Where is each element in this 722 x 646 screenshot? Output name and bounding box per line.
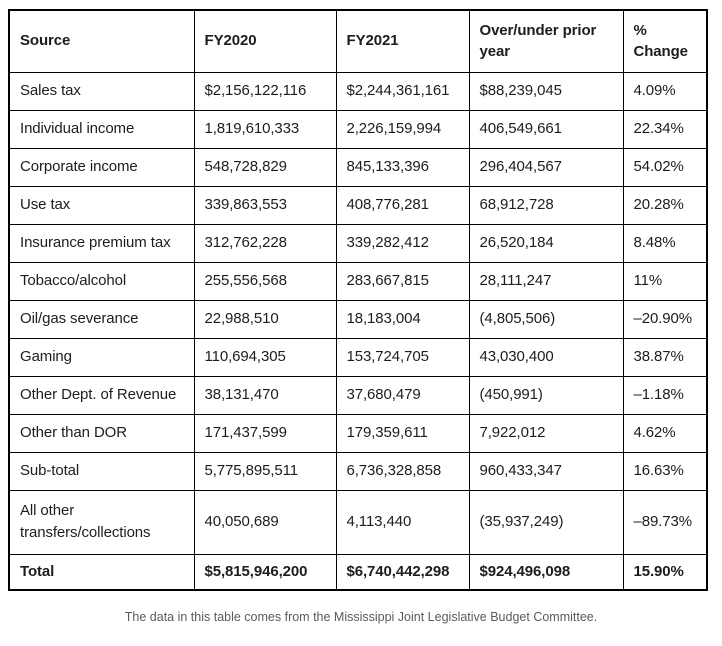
fy2020-cell: 255,556,568 (194, 262, 336, 300)
over-under-cell: 26,520,184 (469, 224, 623, 262)
fy2021-cell: 283,667,815 (336, 262, 469, 300)
fy2021-cell: 339,282,412 (336, 224, 469, 262)
table-row (9, 490, 707, 554)
source-cell: Corporate income (9, 148, 194, 186)
over-under-cell: 68,912,728 (469, 186, 623, 224)
pct-change-cell: 16.63% (623, 452, 707, 490)
over-under-cell: (4,805,506) (469, 300, 623, 338)
fy2020-cell: 22,988,510 (194, 300, 336, 338)
source-cell: Sales tax (9, 72, 194, 110)
over-under-cell: 43,030,400 (469, 338, 623, 376)
source-cell: Other than DOR (9, 414, 194, 452)
pct-change-cell: –20.90% (623, 300, 707, 338)
over-under-cell: 406,549,661 (469, 110, 623, 148)
table-row (9, 338, 707, 376)
fy2021-cell: 4,113,440 (336, 490, 469, 554)
pct-change-cell: 54.02% (623, 148, 707, 186)
header-fy2020: FY2020 (194, 10, 336, 72)
pct-change-cell: –1.18% (623, 376, 707, 414)
fy2020-cell: $2,156,122,116 (194, 72, 336, 110)
fy2020-cell: 339,863,553 (194, 186, 336, 224)
table-row (9, 148, 707, 186)
fy2020-cell: 548,728,829 (194, 148, 336, 186)
source-cell: Insurance premium tax (9, 224, 194, 262)
table-row (9, 414, 707, 452)
source-cell: Gaming (9, 338, 194, 376)
header-pct-change: % Change (623, 10, 707, 72)
fy2020-cell: 110,694,305 (194, 338, 336, 376)
fy2020-cell: $5,815,946,200 (194, 554, 336, 590)
table-row (9, 110, 707, 148)
source-cell: Tobacco/alcohol (9, 262, 194, 300)
table-source-caption: The data in this table comes from the Mississippi Joint Legislative Budget Committee. (124, 610, 598, 624)
source-cell: Individual income (9, 110, 194, 148)
over-under-cell: 7,922,012 (469, 414, 623, 452)
table-row-subtotal (9, 452, 707, 490)
fy2021-cell: 153,724,705 (336, 338, 469, 376)
pct-change-cell: 20.28% (623, 186, 707, 224)
source-cell: Oil/gas severance (9, 300, 194, 338)
over-under-cell: $924,496,098 (469, 554, 623, 590)
source-cell: Total (9, 554, 194, 590)
pct-change-cell: 4.62% (623, 414, 707, 452)
fy2020-cell: 312,762,228 (194, 224, 336, 262)
header-source: Source (9, 10, 194, 72)
fy2021-cell: $6,740,442,298 (336, 554, 469, 590)
header-fy2021: FY2021 (336, 10, 469, 72)
fy2021-cell: $2,244,361,161 (336, 72, 469, 110)
over-under-cell: (450,991) (469, 376, 623, 414)
fy2021-cell: 37,680,479 (336, 376, 469, 414)
table-row (9, 300, 707, 338)
fy2021-cell: 408,776,281 (336, 186, 469, 224)
pct-change-cell: 38.87% (623, 338, 707, 376)
table-row (9, 376, 707, 414)
over-under-cell: (35,937,249) (469, 490, 623, 554)
pct-change-cell: 4.09% (623, 72, 707, 110)
fy2020-cell: 1,819,610,333 (194, 110, 336, 148)
fy2021-cell: 845,133,396 (336, 148, 469, 186)
fy2020-cell: 38,131,470 (194, 376, 336, 414)
pct-change-cell: 15.90% (623, 554, 707, 590)
table-row (9, 186, 707, 224)
pct-change-cell: 11% (623, 262, 707, 300)
source-cell: Other Dept. of Revenue (9, 376, 194, 414)
table-row (9, 72, 707, 110)
header-row (9, 10, 707, 72)
revenue-table (8, 9, 708, 591)
table-row (9, 262, 707, 300)
source-cell: Use tax (9, 186, 194, 224)
pct-change-cell: –89.73% (623, 490, 707, 554)
over-under-cell: $88,239,045 (469, 72, 623, 110)
table-row (9, 224, 707, 262)
over-under-cell: 28,111,247 (469, 262, 623, 300)
fy2020-cell: 40,050,689 (194, 490, 336, 554)
pct-change-cell: 8.48% (623, 224, 707, 262)
fy2020-cell: 5,775,895,511 (194, 452, 336, 490)
fy2021-cell: 2,226,159,994 (336, 110, 469, 148)
fy2020-cell: 171,437,599 (194, 414, 336, 452)
over-under-cell: 296,404,567 (469, 148, 623, 186)
fy2021-cell: 179,359,611 (336, 414, 469, 452)
fy2021-cell: 18,183,004 (336, 300, 469, 338)
header-over-under: Over/under prior year (469, 10, 623, 72)
source-cell: All other transfers/collections (9, 490, 194, 554)
table-row-total (9, 554, 707, 590)
over-under-cell: 960,433,347 (469, 452, 623, 490)
source-cell: Sub-total (9, 452, 194, 490)
pct-change-cell: 22.34% (623, 110, 707, 148)
fy2021-cell: 6,736,328,858 (336, 452, 469, 490)
